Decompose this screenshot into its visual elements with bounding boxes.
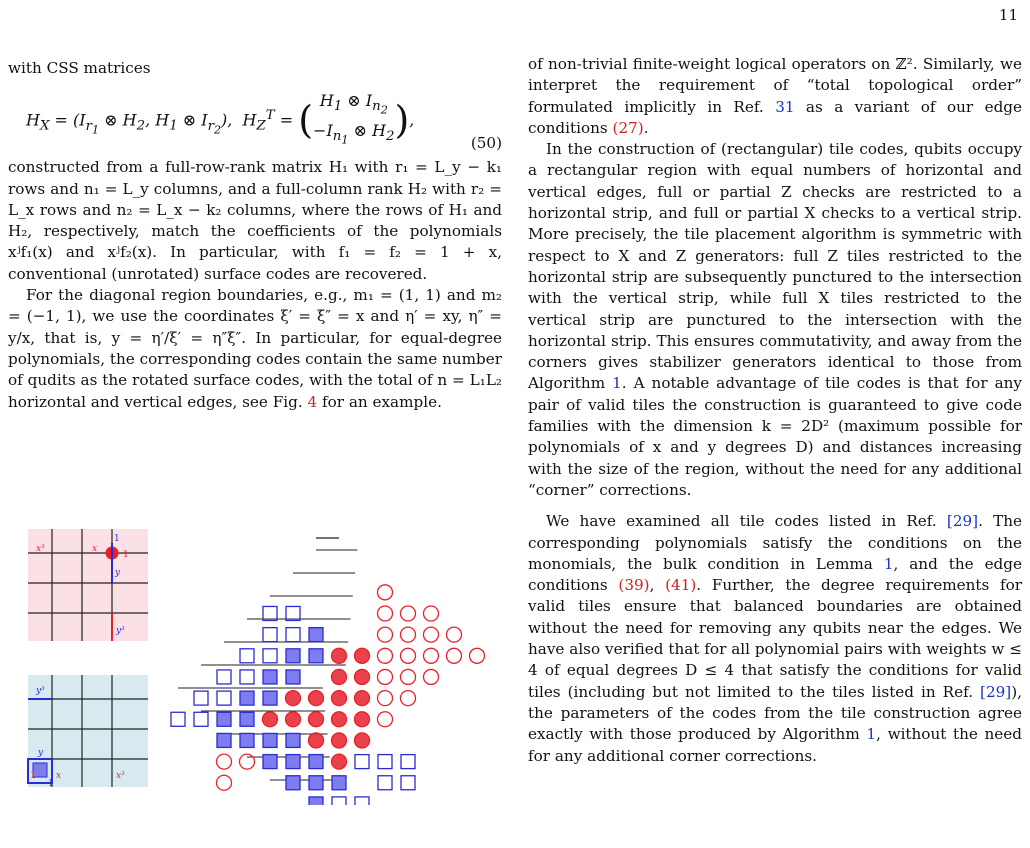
z-tile-empty	[378, 585, 393, 600]
z-tile-empty	[424, 627, 439, 642]
z-tile-filled	[355, 712, 370, 727]
x-tile-empty	[401, 776, 415, 790]
x-tile-filled	[263, 755, 277, 769]
z-tile-empty	[378, 606, 393, 621]
z-tile-filled	[355, 669, 370, 684]
z-tile-empty	[378, 648, 393, 663]
z-tile-empty	[447, 648, 462, 663]
ref-29-link[interactable]: [29]	[946, 512, 979, 531]
paragraph-2: For the diagonal region boundaries, e.g., m₁ = (1, 1) and m₂ = (−1, 1), we use the coordinates ξ′ = ξ″ = x and η′ = xy, η″ = y/x, that is, y = η′/ξ′ = η″ξ″. In particular, for equal-degree polynomials, the corresponding codes contain the same number of qudits as the rotated surface codes, with the total of n = L₁L₂ horizontal and vertical edges, see Fig. 4 for an example.	[8, 286, 502, 411]
x-tile-filled	[263, 691, 277, 705]
x-tile-filled	[309, 628, 323, 642]
z-tile-filled	[309, 733, 324, 748]
x-tile-filled	[286, 755, 300, 769]
intro-text: with CSS matrices	[8, 59, 151, 77]
z-tile-filled	[286, 691, 301, 706]
x-tile-empty	[355, 797, 369, 805]
x-tile-empty	[378, 776, 392, 790]
x-tile-filled	[309, 797, 323, 805]
x-tile-filled	[240, 733, 254, 747]
x-tile-empty	[171, 712, 185, 726]
z-tile-empty	[401, 691, 416, 706]
z-tile-filled	[309, 712, 324, 727]
label-1-bottom-a: 1	[30, 771, 36, 781]
label-x3-bottom: x³	[116, 771, 125, 781]
label-1-top-b: 1	[123, 550, 129, 560]
x-tile-filled	[217, 733, 231, 747]
label-x3-top: x³	[36, 544, 45, 554]
x-tile-empty	[263, 649, 277, 663]
z-tile-empty	[447, 627, 462, 642]
z-tile-filled	[309, 691, 324, 706]
x-tile-filled	[309, 776, 323, 790]
x-tile-empty	[263, 628, 277, 642]
x-tile-filled	[309, 649, 323, 663]
x-tile-empty	[332, 797, 346, 805]
x-tile-empty	[240, 649, 254, 663]
z-tile-background	[28, 529, 148, 641]
z-tile-filled	[355, 691, 370, 706]
z-tile-filled	[332, 648, 347, 663]
z-tile-empty	[401, 648, 416, 663]
z-tile-filled	[332, 712, 347, 727]
x-tile-empty	[401, 755, 415, 769]
z-tile-empty	[217, 775, 232, 790]
z-tile-empty	[470, 648, 485, 663]
algorithm-link-2[interactable]: 1	[866, 725, 877, 744]
x-tile-filled	[263, 733, 277, 747]
paragraph-1: constructed from a full-row-rank matrix H₁ with r₁ = L_y − k₁ rows and n₁ = L_y columns, and a full-column rank H₂ with r₂ = L_x rows and n₂ = L_x − k₂ columns, where the rows of H₁ and H₂, respectively, match the coefficients of the polynomials xʲf₁(x) and xʲf₂(x). In particular, with f₁ = f₂ = 1 + x, conventional (unrotated) surface codes are recovered.	[8, 158, 502, 283]
x-tile-empty	[194, 691, 208, 705]
z-tile-filled	[355, 733, 370, 748]
x-tile-empty	[217, 670, 231, 684]
equation-number: (50)	[470, 134, 502, 153]
ref-29b-link[interactable]: [29]	[980, 682, 1012, 701]
fig-link[interactable]: 4	[307, 392, 318, 411]
label-y3-bottom: y³	[36, 686, 45, 696]
x-tile-empty	[286, 628, 300, 642]
z-tile-filled	[332, 669, 347, 684]
rotated-code-lattice	[171, 538, 485, 805]
z-tile-empty	[424, 669, 439, 684]
label-1-top-a: 1	[114, 534, 120, 544]
z-tile-empty	[401, 669, 416, 684]
x-tile-filled	[286, 670, 300, 684]
x-tile-filled	[240, 691, 254, 705]
x-tile-empty	[263, 606, 277, 620]
z-tile-empty	[217, 754, 232, 769]
z-tile-empty	[378, 712, 393, 727]
z-tile-filled	[332, 733, 347, 748]
x-tile-empty	[194, 712, 208, 726]
x-tile-empty	[378, 755, 392, 769]
x-tile-filled	[286, 649, 300, 663]
z-tile-empty	[378, 669, 393, 684]
equation-body: $H_X = (I_{r_1}$ ⊗ $H_2$, $H_1$ ⊗ $I_{r_2}$), $H_Z^T$ = ( $H_1$ ⊗ $I_{n_2}$ $-I_{n_1}$ ⊗ $H_2$),	[26, 91, 415, 147]
z-tile-empty	[401, 627, 416, 642]
z-tile-empty	[378, 627, 393, 642]
x-tile-empty	[240, 670, 254, 684]
z-tile-filled	[263, 712, 278, 727]
ref-31-link[interactable]: 31	[775, 97, 795, 116]
eq-27-link[interactable]: (27)	[612, 118, 644, 137]
x-tile-empty	[217, 691, 231, 705]
left-column	[8, 58, 502, 413]
x-tile-empty	[355, 755, 369, 769]
z-tile-filled	[286, 712, 301, 727]
z-tile-empty	[424, 648, 439, 663]
x-tile-filled	[309, 755, 323, 769]
z-tile-empty	[240, 754, 255, 769]
x-tile-filled	[286, 733, 300, 747]
label-y3-top: y³	[116, 626, 125, 636]
lemma-link[interactable]: 1	[883, 554, 894, 573]
x-tile-filled	[240, 712, 254, 726]
x-tile-filled	[263, 670, 277, 684]
page-number: 11	[998, 6, 1018, 24]
label-x-top: x	[92, 544, 98, 554]
algorithm-link[interactable]: 1	[612, 374, 622, 393]
r-paragraph-3: We have examined all tile codes listed in Ref. [29]. The corresponding polynomials satisfy the conditions on the monomials, the bulk condition in Lemma 1, and the edge conditions (39), (41). Further, the degree requirements for valid tiles ensure that balanced boundaries are obtained without the need for removing any qubits near the edges. We have also verified that for all polynomial pairs with weights w ≤ 4 of equal degrees D ≤ 4 that satisfy the conditions for valid tiles (including but not limited to the tiles listed in Ref. [29]), the parameters of the codes from the tile construction agree exactly with those produced by Algorithm 1, without the need for any additional corner corrections.	[528, 512, 1023, 765]
eq-41-link[interactable]: (41)	[665, 576, 697, 595]
right-column	[528, 54, 1022, 767]
label-x-bottom: x	[56, 771, 62, 781]
z-tile-filled	[332, 691, 347, 706]
x-tile-empty	[286, 606, 300, 620]
label-y-bottom: y	[38, 748, 44, 758]
z-tile-filled	[355, 648, 370, 663]
x-tile-filled	[286, 776, 300, 790]
equation-50	[8, 79, 502, 157]
figure-panels	[10, 505, 520, 805]
x-tile-filled	[332, 776, 346, 790]
z-tile-empty	[401, 606, 416, 621]
z-tile-empty	[378, 691, 393, 706]
z-tile-empty	[424, 606, 439, 621]
x-tile-filled	[217, 712, 231, 726]
label-y-top: y	[115, 568, 121, 578]
r-paragraph-2: In the construction of (rectangular) tile codes, qubits occupy a rectangular region with equal numbers of horizontal and vertical edges, full or partial Z checks are restricted to a horizontal strip, and full or partial X checks to a vertical strip. More precisely, the tile placement algorithm is symmetric with respect to X and Z generators: full Z tiles restricted to the horizontal strip are subsequently punctured to the intersection with the vertical strip, while full X tiles restricted to the vertical strip are punctured to the intersection with the horizontal strip. This ensures commutativity, and away from the corners gives stabilizer generators identical to those from Algorithm 1. A notable advantage of tile codes is that for any pair of valid tiles the construction is guaranteed to give code families with the dimension k = 2D² (maximum possible for polynomials of x and y degrees D) and distances increasing with the size of the region, without the need for any additional “corner” corrections.	[528, 140, 1022, 499]
z-tile-filled	[332, 754, 347, 769]
r-paragraph-1: of non-trivial finite-weight logical operators on ℤ². Similarly, we interpret the requirement of “total topological order” formulated implicitly in Ref. 31 as a variant of our edge conditions (27).	[528, 55, 1022, 137]
eq-39-link[interactable]: (39)	[618, 576, 650, 595]
label-1-bottom-b: 1	[48, 779, 54, 789]
